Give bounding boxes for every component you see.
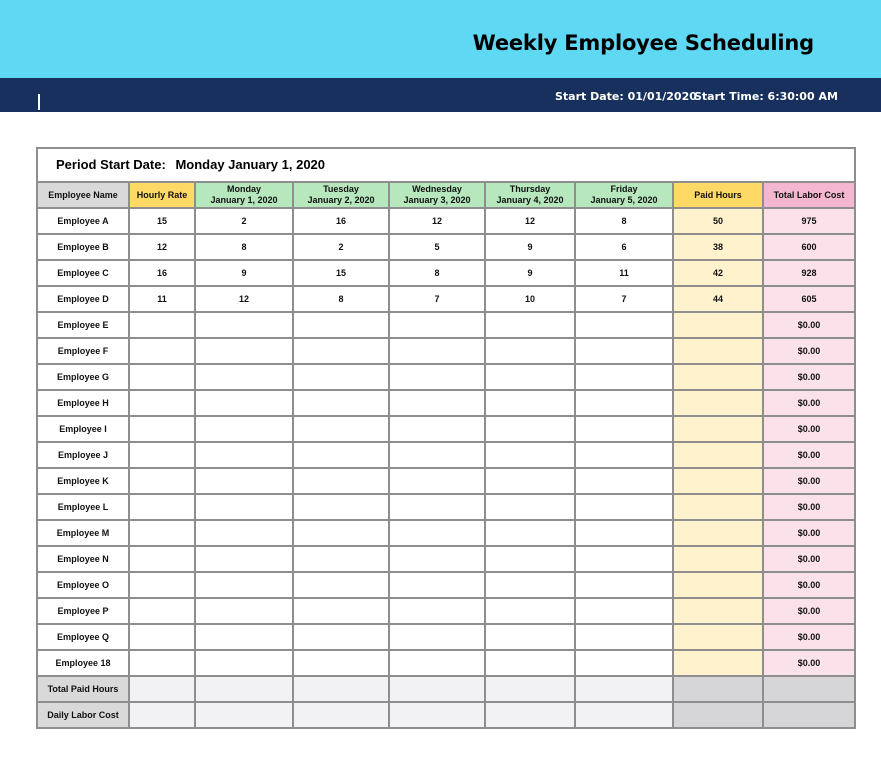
hours-cell[interactable] <box>293 442 389 468</box>
paid-hours-cell <box>673 468 763 494</box>
hours-cell[interactable]: 8 <box>195 234 293 260</box>
total-paid-hours-row <box>38 676 854 702</box>
total-labor-cost-cell: 975 <box>763 208 854 234</box>
page-title: Weekly Employee Scheduling <box>472 31 814 55</box>
hours-cell[interactable] <box>293 364 389 390</box>
period-start-label: Period Start Date: <box>56 157 166 172</box>
table-row <box>38 208 854 234</box>
employee-name-cell: Employee E <box>38 312 129 338</box>
employee-name-cell: Employee O <box>38 572 129 598</box>
paid-hours-cell: 38 <box>673 234 763 260</box>
col-header-total-labor-cost: Total Labor Cost <box>763 183 854 208</box>
day-date: January 1, 2020 <box>210 195 278 205</box>
table-row <box>38 416 854 442</box>
table-row <box>38 364 854 390</box>
hours-cell[interactable] <box>195 624 293 650</box>
hours-cell[interactable] <box>293 572 389 598</box>
total-labor-cost-cell: 600 <box>763 234 854 260</box>
paid-hours-cell <box>673 598 763 624</box>
total-labor-cost-cell: $0.00 <box>763 650 854 676</box>
hours-cell[interactable] <box>389 364 485 390</box>
hours-cell[interactable] <box>575 416 673 442</box>
hours-cell[interactable] <box>575 624 673 650</box>
table-cell[interactable] <box>293 702 389 727</box>
total-labor-cost-cell: $0.00 <box>763 468 854 494</box>
employee-rows <box>38 208 854 676</box>
total-labor-cost-cell: $0.00 <box>763 312 854 338</box>
table-row <box>38 650 854 676</box>
day-name: Friday <box>610 184 638 194</box>
hours-cell[interactable] <box>293 494 389 520</box>
table-row <box>38 286 854 312</box>
total-labor-cost-cell: $0.00 <box>763 572 854 598</box>
hours-cell[interactable] <box>575 598 673 624</box>
total-labor-cost-cell: $0.00 <box>763 390 854 416</box>
total-labor-cost-cell: 605 <box>763 286 854 312</box>
hours-cell[interactable] <box>485 390 575 416</box>
hourly-rate-cell[interactable] <box>129 442 195 468</box>
table-cell[interactable] <box>763 676 854 702</box>
total-paid-hours-label: Total Paid Hours <box>38 676 129 702</box>
hours-cell[interactable] <box>575 442 673 468</box>
hours-cell[interactable] <box>575 364 673 390</box>
hours-cell[interactable]: 9 <box>195 260 293 286</box>
total-labor-cost-cell: $0.00 <box>763 364 854 390</box>
hours-cell[interactable] <box>389 390 485 416</box>
hours-cell[interactable] <box>195 572 293 598</box>
hours-cell[interactable] <box>293 468 389 494</box>
hourly-rate-cell[interactable]: 11 <box>129 286 195 312</box>
start-date-label: Start Date: 01/01/2020 <box>555 90 697 103</box>
paid-hours-cell <box>673 624 763 650</box>
hours-cell[interactable] <box>575 390 673 416</box>
employee-name-cell: Employee L <box>38 494 129 520</box>
employee-name-cell: Employee H <box>38 390 129 416</box>
paid-hours-cell: 44 <box>673 286 763 312</box>
paid-hours-cell <box>673 520 763 546</box>
hours-cell[interactable] <box>485 572 575 598</box>
hours-cell[interactable] <box>485 312 575 338</box>
table-cell[interactable] <box>389 702 485 727</box>
table-row <box>38 234 854 260</box>
start-time-label: Start Time: 6:30:00 AM <box>694 90 838 103</box>
schedule-table <box>38 183 854 727</box>
employee-name-cell: Employee M <box>38 520 129 546</box>
hours-cell[interactable] <box>195 468 293 494</box>
hours-cell[interactable] <box>485 520 575 546</box>
table-cell[interactable] <box>129 702 195 727</box>
employee-name-cell: Employee G <box>38 364 129 390</box>
total-labor-cost-cell: $0.00 <box>763 338 854 364</box>
hours-cell[interactable] <box>195 416 293 442</box>
employee-name-cell: Employee C <box>38 260 129 286</box>
hours-cell[interactable] <box>485 624 575 650</box>
hours-cell[interactable]: 7 <box>389 286 485 312</box>
hours-cell[interactable] <box>485 338 575 364</box>
col-header-employee-name: Employee Name <box>38 183 129 208</box>
table-cell[interactable] <box>673 676 763 702</box>
col-header-friday <box>575 183 673 208</box>
hours-cell[interactable] <box>195 494 293 520</box>
day-name: Tuesday <box>323 184 359 194</box>
hourly-rate-cell[interactable] <box>129 364 195 390</box>
hours-cell[interactable] <box>293 624 389 650</box>
hours-cell[interactable]: 12 <box>485 208 575 234</box>
hours-cell[interactable] <box>293 598 389 624</box>
table-cell[interactable] <box>293 676 389 702</box>
hourly-rate-cell[interactable] <box>129 572 195 598</box>
hourly-rate-cell[interactable]: 15 <box>129 208 195 234</box>
col-header-thursday <box>485 183 575 208</box>
employee-name-cell: Employee B <box>38 234 129 260</box>
paid-hours-cell <box>673 650 763 676</box>
employee-name-cell: Employee F <box>38 338 129 364</box>
employee-name-cell: Employee I <box>38 416 129 442</box>
col-header-hourly-rate: Hourly Rate <box>129 183 195 208</box>
hourly-rate-cell[interactable] <box>129 650 195 676</box>
daily-labor-cost-row <box>38 702 854 727</box>
day-name: Monday <box>226 184 261 194</box>
table-cell[interactable] <box>673 702 763 727</box>
hours-cell[interactable] <box>575 312 673 338</box>
table-cell[interactable] <box>389 676 485 702</box>
employee-name-cell: Employee P <box>38 598 129 624</box>
hours-cell[interactable] <box>195 364 293 390</box>
hours-cell[interactable] <box>485 546 575 572</box>
paid-hours-cell <box>673 390 763 416</box>
col-header-paid-hours: Paid Hours <box>673 183 763 208</box>
hours-cell[interactable]: 12 <box>389 208 485 234</box>
day-name: Wednesday <box>412 184 462 194</box>
hours-cell[interactable] <box>389 624 485 650</box>
hours-cell[interactable] <box>293 390 389 416</box>
table-row <box>38 572 854 598</box>
total-labor-cost-cell: $0.00 <box>763 598 854 624</box>
table-row <box>38 520 854 546</box>
hours-cell[interactable] <box>195 338 293 364</box>
hours-cell[interactable]: 9 <box>485 234 575 260</box>
hours-cell[interactable] <box>485 650 575 676</box>
title-banner <box>0 0 881 78</box>
day-date: January 2, 2020 <box>307 195 375 205</box>
day-date: January 3, 2020 <box>403 195 471 205</box>
table-cell[interactable] <box>763 702 854 727</box>
hours-cell[interactable] <box>389 520 485 546</box>
hours-cell[interactable] <box>575 338 673 364</box>
hours-cell[interactable] <box>293 650 389 676</box>
hours-cell[interactable]: 10 <box>485 286 575 312</box>
hours-cell[interactable]: 8 <box>575 208 673 234</box>
hours-cell[interactable]: 2 <box>293 234 389 260</box>
hours-cell[interactable] <box>195 598 293 624</box>
paid-hours-cell <box>673 572 763 598</box>
hours-cell[interactable] <box>389 468 485 494</box>
total-labor-cost-cell: $0.00 <box>763 546 854 572</box>
hours-cell[interactable] <box>195 546 293 572</box>
hours-cell[interactable] <box>485 442 575 468</box>
table-row <box>38 338 854 364</box>
paid-hours-cell <box>673 494 763 520</box>
hourly-rate-cell[interactable] <box>129 416 195 442</box>
hours-cell[interactable] <box>389 546 485 572</box>
table-row <box>38 468 854 494</box>
hours-cell[interactable] <box>575 546 673 572</box>
hours-cell[interactable] <box>575 468 673 494</box>
day-date: January 4, 2020 <box>496 195 564 205</box>
table-row <box>38 624 854 650</box>
hourly-rate-cell[interactable] <box>129 390 195 416</box>
table-cell[interactable] <box>129 676 195 702</box>
paid-hours-cell <box>673 312 763 338</box>
hourly-rate-cell[interactable] <box>129 598 195 624</box>
hours-cell[interactable] <box>389 312 485 338</box>
hours-cell[interactable] <box>485 598 575 624</box>
hours-cell[interactable]: 16 <box>293 208 389 234</box>
hours-cell[interactable] <box>575 650 673 676</box>
table-row <box>38 546 854 572</box>
employee-name-cell: Employee K <box>38 468 129 494</box>
hours-cell[interactable]: 5 <box>389 234 485 260</box>
hours-cell[interactable] <box>293 338 389 364</box>
hours-cell[interactable] <box>575 494 673 520</box>
hours-cell[interactable] <box>293 520 389 546</box>
paid-hours-cell <box>673 338 763 364</box>
hours-cell[interactable]: 7 <box>575 286 673 312</box>
hours-cell[interactable]: 8 <box>389 260 485 286</box>
total-labor-cost-cell: 928 <box>763 260 854 286</box>
hours-cell[interactable] <box>575 572 673 598</box>
table-row <box>38 260 854 286</box>
hourly-rate-cell[interactable] <box>129 338 195 364</box>
hours-cell[interactable] <box>389 442 485 468</box>
hours-cell[interactable] <box>195 650 293 676</box>
hourly-rate-cell[interactable] <box>129 546 195 572</box>
table-cell[interactable] <box>575 702 673 727</box>
hours-cell[interactable] <box>195 390 293 416</box>
hourly-rate-cell[interactable] <box>129 468 195 494</box>
col-header-tuesday <box>293 183 389 208</box>
hours-cell[interactable] <box>389 572 485 598</box>
hours-cell[interactable] <box>293 416 389 442</box>
employee-name-cell: Employee N <box>38 546 129 572</box>
paid-hours-cell <box>673 364 763 390</box>
paid-hours-cell: 42 <box>673 260 763 286</box>
table-row <box>38 312 854 338</box>
hours-cell[interactable]: 6 <box>575 234 673 260</box>
day-date: January 5, 2020 <box>590 195 658 205</box>
hours-cell[interactable] <box>293 546 389 572</box>
col-header-wednesday <box>389 183 485 208</box>
hours-cell[interactable] <box>485 364 575 390</box>
hours-cell[interactable] <box>389 338 485 364</box>
hourly-rate-cell[interactable] <box>129 624 195 650</box>
col-header-monday <box>195 183 293 208</box>
table-row <box>38 442 854 468</box>
hours-cell[interactable] <box>389 650 485 676</box>
table-cell[interactable] <box>575 676 673 702</box>
hourly-rate-cell[interactable] <box>129 494 195 520</box>
hours-cell[interactable]: 15 <box>293 260 389 286</box>
hours-cell[interactable] <box>195 520 293 546</box>
text-cursor <box>38 94 40 110</box>
period-start-value[interactable]: Monday January 1, 2020 <box>175 157 326 172</box>
employee-name-cell: Employee J <box>38 442 129 468</box>
hours-cell[interactable] <box>389 416 485 442</box>
employee-name-cell: Employee Q <box>38 624 129 650</box>
hourly-rate-cell[interactable]: 16 <box>129 260 195 286</box>
hours-cell[interactable] <box>389 494 485 520</box>
total-labor-cost-cell: $0.00 <box>763 624 854 650</box>
table-row <box>38 494 854 520</box>
daily-labor-cost-label: Daily Labor Cost <box>38 702 129 727</box>
total-labor-cost-cell: $0.00 <box>763 416 854 442</box>
employee-name-cell: Employee D <box>38 286 129 312</box>
hours-cell[interactable] <box>293 312 389 338</box>
employee-name-cell: Employee A <box>38 208 129 234</box>
hours-cell[interactable] <box>575 520 673 546</box>
table-cell[interactable] <box>195 702 293 727</box>
hours-cell[interactable] <box>485 416 575 442</box>
hours-cell[interactable] <box>195 312 293 338</box>
hours-cell[interactable]: 12 <box>195 286 293 312</box>
hours-cell[interactable] <box>195 442 293 468</box>
day-name: Thursday <box>509 184 551 194</box>
hours-cell[interactable]: 9 <box>485 260 575 286</box>
hours-cell[interactable] <box>485 468 575 494</box>
paid-hours-cell <box>673 442 763 468</box>
paid-hours-cell <box>673 546 763 572</box>
hourly-rate-cell[interactable] <box>129 520 195 546</box>
header-row <box>38 183 854 208</box>
table-row <box>38 390 854 416</box>
hours-cell[interactable]: 11 <box>575 260 673 286</box>
hours-cell[interactable]: 2 <box>195 208 293 234</box>
schedule-sheet <box>36 147 856 729</box>
hours-cell[interactable]: 8 <box>293 286 389 312</box>
total-labor-cost-cell: $0.00 <box>763 442 854 468</box>
table-cell[interactable] <box>485 702 575 727</box>
table-cell[interactable] <box>485 676 575 702</box>
table-row <box>38 598 854 624</box>
employee-name-cell: Employee 18 <box>38 650 129 676</box>
paid-hours-cell: 50 <box>673 208 763 234</box>
table-cell[interactable] <box>195 676 293 702</box>
hours-cell[interactable] <box>389 598 485 624</box>
hours-cell[interactable] <box>485 494 575 520</box>
period-start <box>38 149 854 183</box>
hourly-rate-cell[interactable] <box>129 312 195 338</box>
total-labor-cost-cell: $0.00 <box>763 520 854 546</box>
hourly-rate-cell[interactable]: 12 <box>129 234 195 260</box>
total-labor-cost-cell: $0.00 <box>763 494 854 520</box>
paid-hours-cell <box>673 416 763 442</box>
